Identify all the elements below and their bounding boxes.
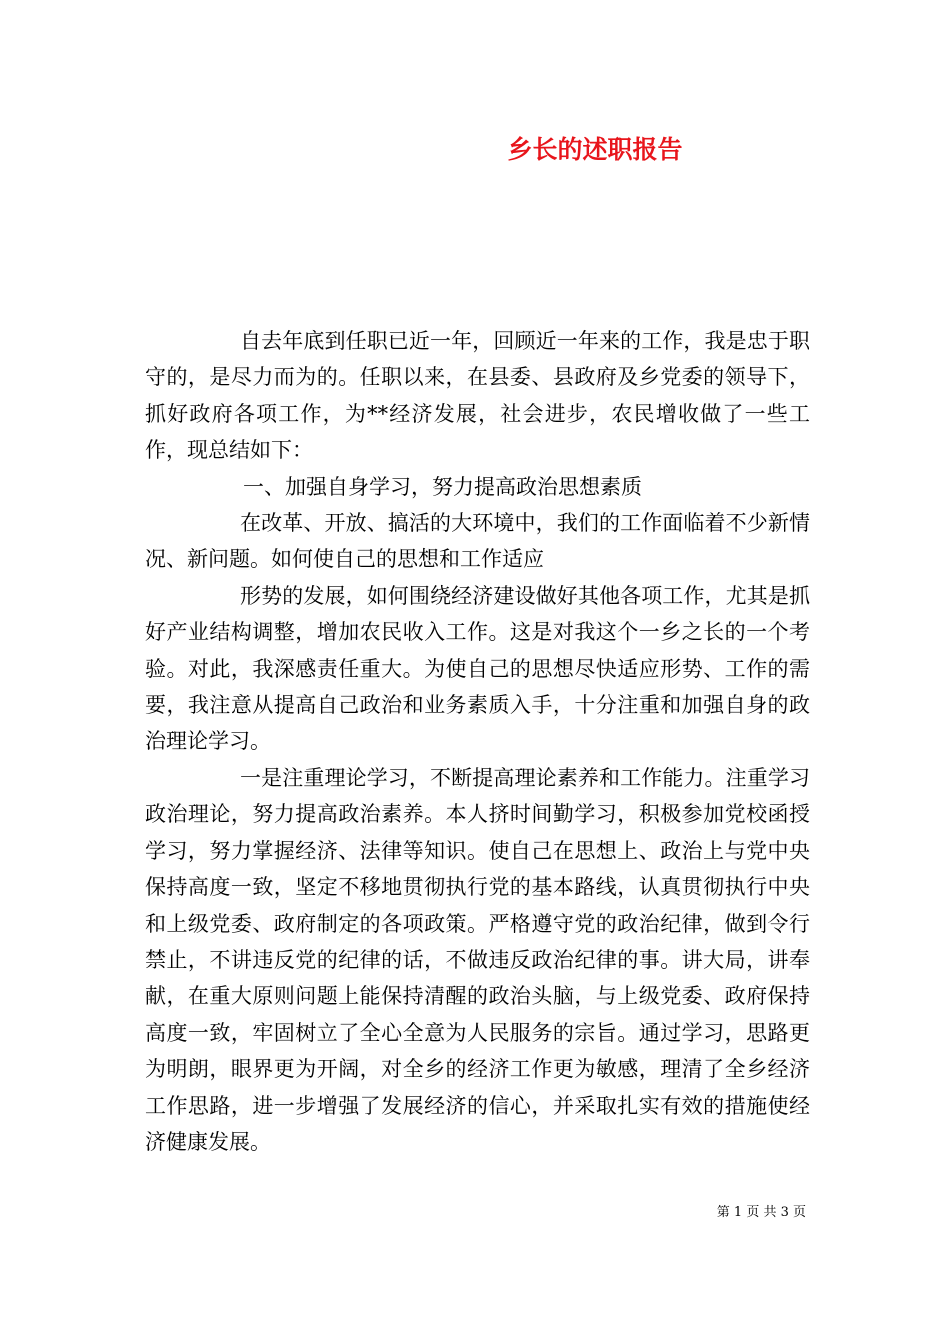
body-paragraph-2: 形势的发展，如何围绕经济建设做好其他各项工作，尤其是抓好产业结构调整，增加农民收入工作。这是对我这个一乡之长的一个考验。对此，我深感责任重大。为使自己的思想尽快适应形势、工作的需要，我注意从提高自己政治和业务素质入手，十分注重和加强自身的政治理论学习。 <box>145 583 810 754</box>
document-title: 乡长的述职报告 <box>507 135 683 164</box>
document-body <box>145 323 810 1160</box>
section-heading: 一、加强自身学习，努力提高政治思想素质 <box>243 474 642 499</box>
page-number-footer: 第 1 页 共 3 页 <box>716 1205 806 1220</box>
intro-paragraph: 自去年底到任职已近一年，回顾近一年来的工作，我是忠于职守的，是尽力而为的。任职以来，在县委、县政府及乡党委的领导下，抓好政府各项工作，为**经济发展，社会进步，农民增收做了一些工作，现总结如下： <box>145 329 810 463</box>
body-paragraph-3: 一是注重理论学习，不断提高理论素养和工作能力。注重学习政治理论，努力提高政治素养。本人挤时间勤学习，积极参加党校函授学习，努力掌握经济、法律等知识。使自己在思想上、政治上与党中央保持高度一致，坚定不移地贯彻执行党的基本路线，认真贯彻执行中央和上级党委、政府制定的各项政策。严格遵守党的政治纪律，做到令行禁止，不讲违反党的纪律的话，不做违反政治纪律的事。讲大局，讲奉献，在重大原则问题上能保持清醒的政治头脑，与上级党委、政府保持高度一致，牢固树立了全心全意为人民服务的宗旨。通过学习，思路更为明朗，眼界更为开阔，对全乡的经济工作更为敏感，理清了全乡经济工作思路，进一步增强了发展经济的信心，并采取扎实有效的措施使经济健康发展。 <box>145 765 810 1154</box>
body-paragraph-1: 在改革、开放、搞活的大环境中，我们的工作面临着不少新情况、新问题。如何使自己的思想和工作适应 <box>145 511 810 572</box>
